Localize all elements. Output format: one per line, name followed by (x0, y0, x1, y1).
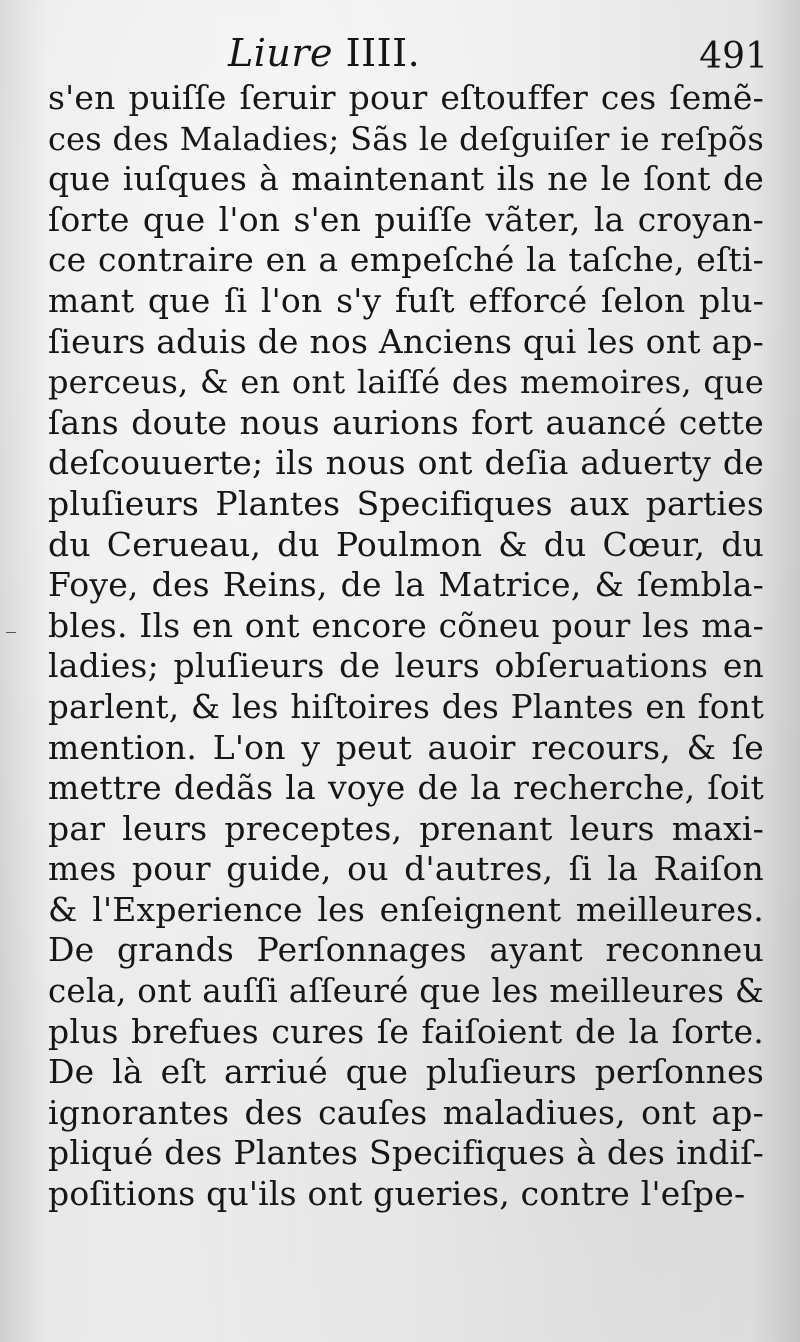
text-line: De là eſt arriué que pluſieurs perſonnes (48, 1052, 764, 1092)
text-line: ſieurs aduis de nos Anciens qui les ont ap- (48, 321, 764, 361)
text-line: De grands Perſonnages ayant reconneu (48, 930, 764, 970)
text-line: ce contraire en a empeſché la taſche, eſti- (48, 240, 764, 280)
text-line: mettre dedãs la voye de la recherche, ſoit (48, 768, 764, 808)
text-line: poſitions qu'ils ont gueries, contre l'eſpe- (48, 1174, 746, 1214)
text-line: Foye, des Reins, de la Matrice, & ſembla- (48, 565, 764, 605)
text-line: & l'Experience les enſeignent meilleures. (48, 889, 764, 929)
text-line: cela, ont auſſi aſſeuré que les meilleures & (48, 972, 764, 1011)
text-line: que iuſques à maintenant ils ne le ſont de (48, 159, 764, 199)
text-line: par leurs preceptes, prenant leurs maxi- (48, 808, 764, 848)
text-line: du Cerueau, du Poulmon & du Cœur, du (48, 524, 764, 564)
running-head (228, 26, 420, 80)
text-line: pluſieurs Plantes Specifiques aux parties (48, 483, 764, 523)
page-number: 491 (699, 36, 768, 77)
text-line: deſcouuerte; ils nous ont deſia aduerty de (48, 443, 764, 483)
page-header (0, 24, 800, 84)
text-line: parlent, & les hiſtoires des Plantes en font (48, 687, 764, 726)
text-line: s'en puiſſe ſeruir pour eſtouffer ces ſemẽ- (48, 78, 764, 117)
text-line: bles. Ils en ont encore cõneu pour les ma- (48, 605, 764, 645)
text-line: ignorantes des cauſes maladiues, ont ap- (48, 1092, 764, 1132)
text-line: ſans doute nous aurions fort auancé cette (48, 402, 764, 442)
body-text (48, 78, 764, 1215)
text-line: ladies; pluſieurs de leurs obſeruations en (48, 646, 764, 686)
text-line: ſorte que l'on s'en puiſſe vãter, la croyan- (48, 199, 764, 239)
text-line: perceus, & en ont laiſſé des memoires, que (48, 363, 764, 402)
text-line: ces des Maladies; Sãs le deſguiſer ie reſpõs (48, 119, 764, 158)
text-line: mention. L'on y peut auoir recours, & ſe (48, 727, 764, 767)
running-head-number: IIII. (345, 31, 421, 75)
text-line: plus brefues cures ſe faiſoient de la ſorte. (48, 1011, 764, 1051)
text-line: pliqué des Plantes Specifiques à des indiſ- (48, 1133, 764, 1173)
text-line: mes pour guide, ou d'autres, ſi la Raiſon (48, 849, 764, 889)
running-head-word: Liure (228, 31, 334, 75)
margin-mark (6, 632, 16, 633)
text-line: mant que ſi l'on s'y fuſt efforcé ſelon plu- (48, 280, 764, 320)
